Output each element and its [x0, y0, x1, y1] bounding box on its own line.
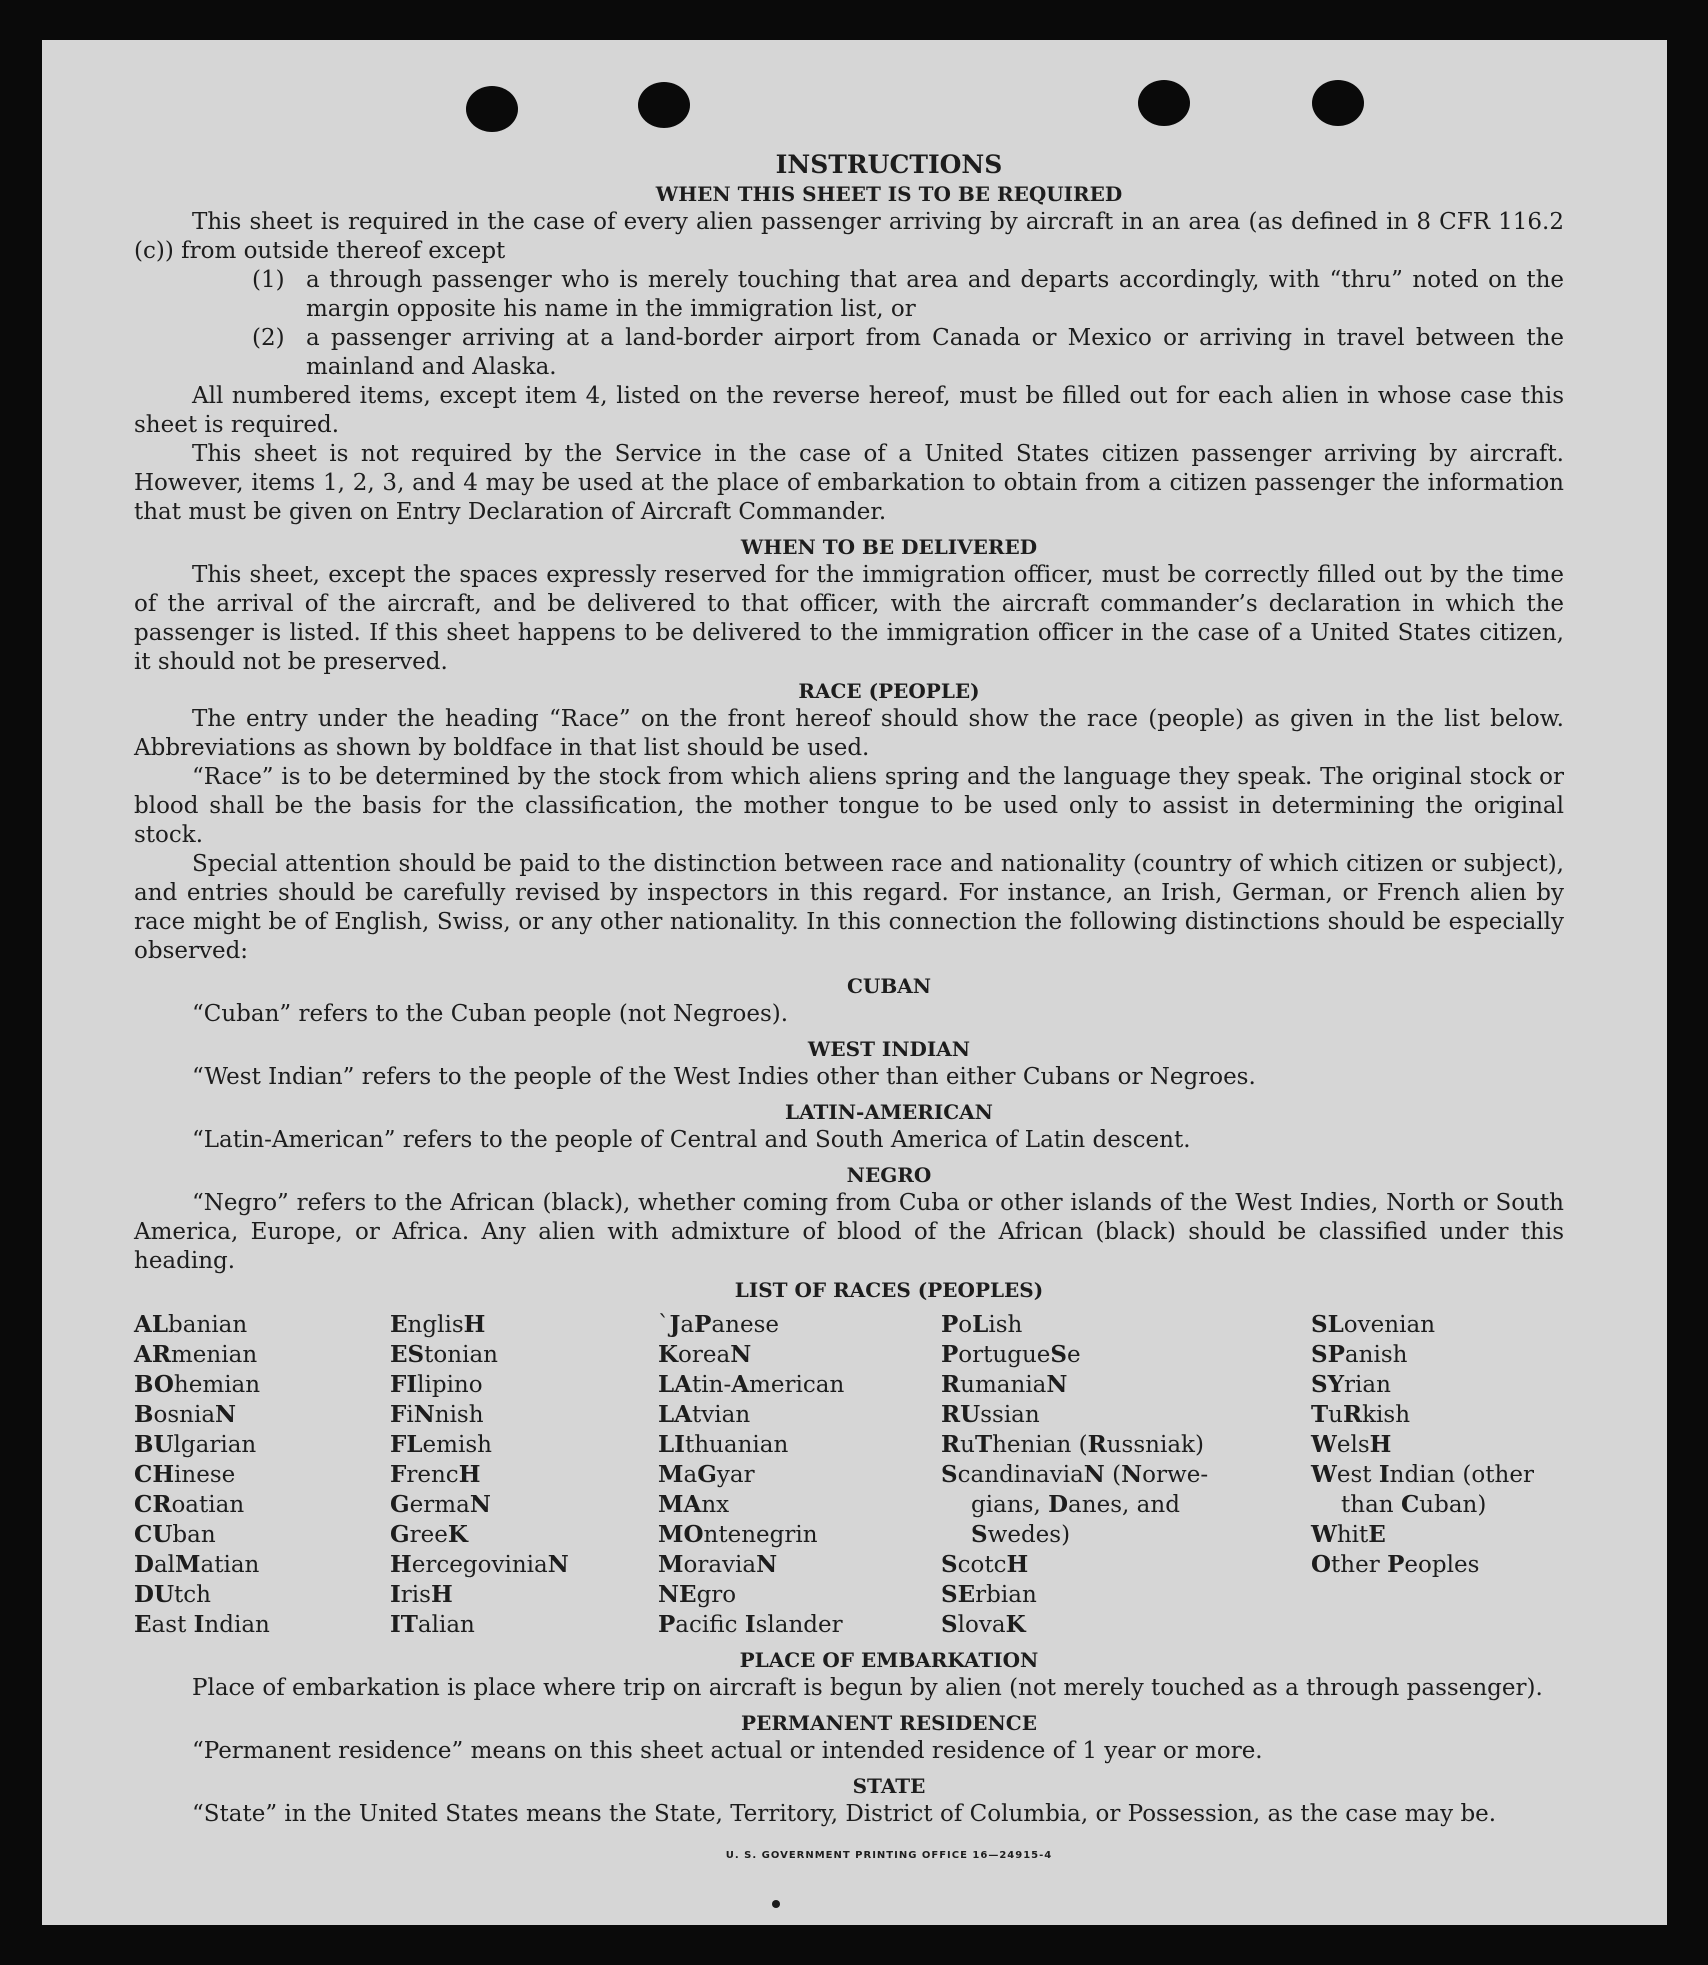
race-entry: BosniaN: [134, 1401, 237, 1428]
race-entry: LAtin-American: [658, 1371, 845, 1398]
race-entry: RUssian: [941, 1401, 1040, 1428]
paragraph: “Latin-American” refers to the people of Central and South America of Latin descent.: [192, 1127, 1191, 1153]
speck-mark: [772, 1900, 780, 1908]
race-entry: HercegoviniaN: [390, 1551, 569, 1578]
section-heading-race: RACE (PEOPLE): [798, 679, 980, 703]
paragraph: “Negro” refers to the African (black), whether coming from Cuba or other islands of the West Indies, North or South America, Europe, or Africa. Any alien with admixture of blood of the African (black) should be classified under this heading.: [134, 1190, 1564, 1274]
race-entry: GermaN: [390, 1491, 491, 1518]
item-number: (2): [252, 325, 285, 351]
race-entry: IrisH: [390, 1581, 453, 1608]
section-heading-residence: PERMANENT RESIDENCE: [741, 1711, 1037, 1735]
race-entry: EnglisH: [390, 1311, 486, 1338]
race-entry: EStonian: [390, 1341, 498, 1368]
paragraph: This sheet is required in the case of every alien passenger arriving by aircraft in an area (as defined in 8 CFR 116.2 (c)) from outside thereof except: [134, 209, 1564, 264]
paragraph: This sheet is not required by the Service in the case of a United States citizen passenger arriving by aircraft. However, items 1, 2, 3, and 4 may be used at the place of embarkation to obtain from a citizen passenger the information that must be given on Entry Declaration of Aircraft Commander.: [134, 441, 1564, 525]
section-heading-cuban: CUBAN: [846, 974, 932, 998]
race-entry: FIlipino: [390, 1371, 483, 1398]
race-entry: PortugueSe: [941, 1341, 1081, 1368]
section-heading-races-list: LIST OF RACES (PEOPLES): [734, 1278, 1044, 1302]
list-item: [134, 266, 1564, 324]
race-entry: KoreaN: [658, 1341, 752, 1368]
race-entry: MoraviaN: [658, 1551, 778, 1578]
paragraph: All numbered items, except item 4, listed on the reverse hereof, must be filled out for each alien in whose case this sheet is required.: [134, 383, 1564, 438]
race-entry: RuThenian (Russniak): [941, 1431, 1204, 1458]
race-entry: WhitE: [1311, 1521, 1386, 1548]
race-entry: PoLish: [941, 1311, 1023, 1338]
document-sheet: [42, 40, 1667, 1925]
races-column: [1311, 1310, 1564, 1640]
race-entry: `JaPanese: [658, 1311, 780, 1338]
race-entry: than Cuban): [1341, 1491, 1487, 1518]
page-title: INSTRUCTIONS: [775, 150, 1003, 179]
section-heading-delivered: WHEN TO BE DELIVERED: [740, 535, 1038, 559]
race-entry: MaGyar: [658, 1461, 755, 1488]
race-entry: BUlgarian: [134, 1431, 257, 1458]
race-entry: ScotcH: [941, 1551, 1029, 1578]
race-entry: FrencH: [390, 1461, 481, 1488]
paragraph: This sheet, except the spaces expressly reserved for the immigration officer, must be correctly filled out by the time of the arrival of the aircraft, and be delivered to that officer, with the aircraft commander’s declaration in which the passenger is listed. If this sheet happens to be delivered to the immigration officer in the case of a United States citizen, it should not be preserved.: [134, 562, 1564, 675]
section-heading-embarkation: PLACE OF EMBARKATION: [739, 1648, 1039, 1672]
race-entry: LIthuanian: [658, 1431, 789, 1458]
race-entry: DalMatian: [134, 1551, 260, 1578]
race-entry: FLemish: [390, 1431, 492, 1458]
paragraph: “West Indian” refers to the people of the West Indies other than either Cubans or Negroes.: [192, 1064, 1256, 1090]
paragraph: Place of embarkation is place where trip on aircraft is begun by alien (not merely touched as a through passenger).: [192, 1675, 1543, 1701]
printer-imprint: U. S. GOVERNMENT PRINTING OFFICE 16—24915-4: [725, 1850, 1053, 1861]
race-entry: West Indian (other: [1311, 1461, 1534, 1488]
section-heading-latin-american: LATIN-AMERICAN: [785, 1100, 993, 1124]
race-entry: WelsH: [1311, 1431, 1392, 1458]
race-entry: CRoatian: [134, 1491, 245, 1518]
race-entry: GreeK: [390, 1521, 468, 1548]
paragraph: “Race” is to be determined by the stock from which aliens spring and the language they speak. The original stock or blood shall be the basis for the classification, the mother tongue to be used only to assist in determining the original stock.: [134, 764, 1564, 848]
race-entry: RumaniaN: [941, 1371, 1068, 1398]
race-entry: ARmenian: [134, 1341, 258, 1368]
paragraph: “Cuban” refers to the Cuban people (not Negroes).: [192, 1001, 789, 1027]
race-entry: FiNnish: [390, 1401, 484, 1428]
race-entry: CHinese: [134, 1461, 236, 1488]
race-entry: East Indian: [134, 1611, 270, 1638]
race-entry: BOhemian: [134, 1371, 261, 1398]
race-entry: Swedes): [971, 1521, 1071, 1548]
race-entry: MOntenegrin: [658, 1521, 818, 1548]
race-entry: MAnx: [658, 1491, 730, 1518]
section-heading-state: STATE: [852, 1774, 926, 1798]
race-entry: CUban: [134, 1521, 216, 1548]
race-entry: Other Peoples: [1311, 1551, 1480, 1578]
race-entry: ALbanian: [134, 1311, 248, 1338]
race-entry: SlovaK: [941, 1611, 1026, 1638]
paragraph: The entry under the heading “Race” on the front hereof should show the race (people) as given in the list below. Abbreviations as shown by boldface in that list should be used.: [134, 706, 1564, 761]
paragraph: Special attention should be paid to the distinction between race and nationality (country of which citizen or subject), and entries should be carefully revised by inspectors in this regard. For instance, an Irish, German, or French alien by race might be of English, Swiss, or any other nationality. In this connection the following distinctions should be especially observed:: [134, 851, 1564, 964]
races-column: [134, 1310, 390, 1640]
race-entry: LAtvian: [658, 1401, 751, 1428]
race-entry: Pacifc Islander: [658, 1611, 843, 1638]
race-entry: gians, Danes, and: [971, 1491, 1180, 1518]
race-entry: SYrian: [1311, 1371, 1391, 1398]
races-column: [390, 1310, 658, 1640]
section-heading-negro: NEGRO: [846, 1163, 932, 1187]
item-text: a passenger arriving at a land-border airport from Canada or Mexico or arriving in travel between the mainland and Alaska.: [306, 325, 1564, 380]
list-item: [134, 324, 1564, 382]
item-text: a through passenger who is merely touching that area and departs accordingly, with “thru” noted on the margin opposite his name in the immigration list, or: [306, 267, 1564, 322]
race-entry: SErbian: [941, 1581, 1037, 1608]
races-list: [134, 1310, 1564, 1640]
races-column: [658, 1310, 941, 1640]
race-entry: ITalian: [390, 1611, 475, 1638]
race-entry: TuRkish: [1311, 1401, 1411, 1428]
section-heading-required: WHEN THIS SHEET IS TO BE REQUIRED: [655, 182, 1123, 206]
race-entry: SPanish: [1311, 1341, 1408, 1368]
paragraph: “Permanent residence” means on this sheet actual or intended residence of 1 year or more.: [192, 1738, 1263, 1764]
race-entry: NEgro: [658, 1581, 737, 1608]
item-number: (1): [252, 267, 285, 293]
races-column: [941, 1310, 1311, 1640]
race-entry: SLovenian: [1311, 1311, 1436, 1338]
instructions-body: [134, 110, 1564, 1870]
race-entry: DUtch: [134, 1581, 211, 1608]
section-heading-west-indian: WEST INDIAN: [807, 1037, 971, 1061]
paragraph: “State” in the United States means the State, Territory, District of Columbia, or Possession, as the case may be.: [192, 1801, 1497, 1827]
race-entry: ScandinaviaN (Norwe-: [941, 1461, 1209, 1488]
